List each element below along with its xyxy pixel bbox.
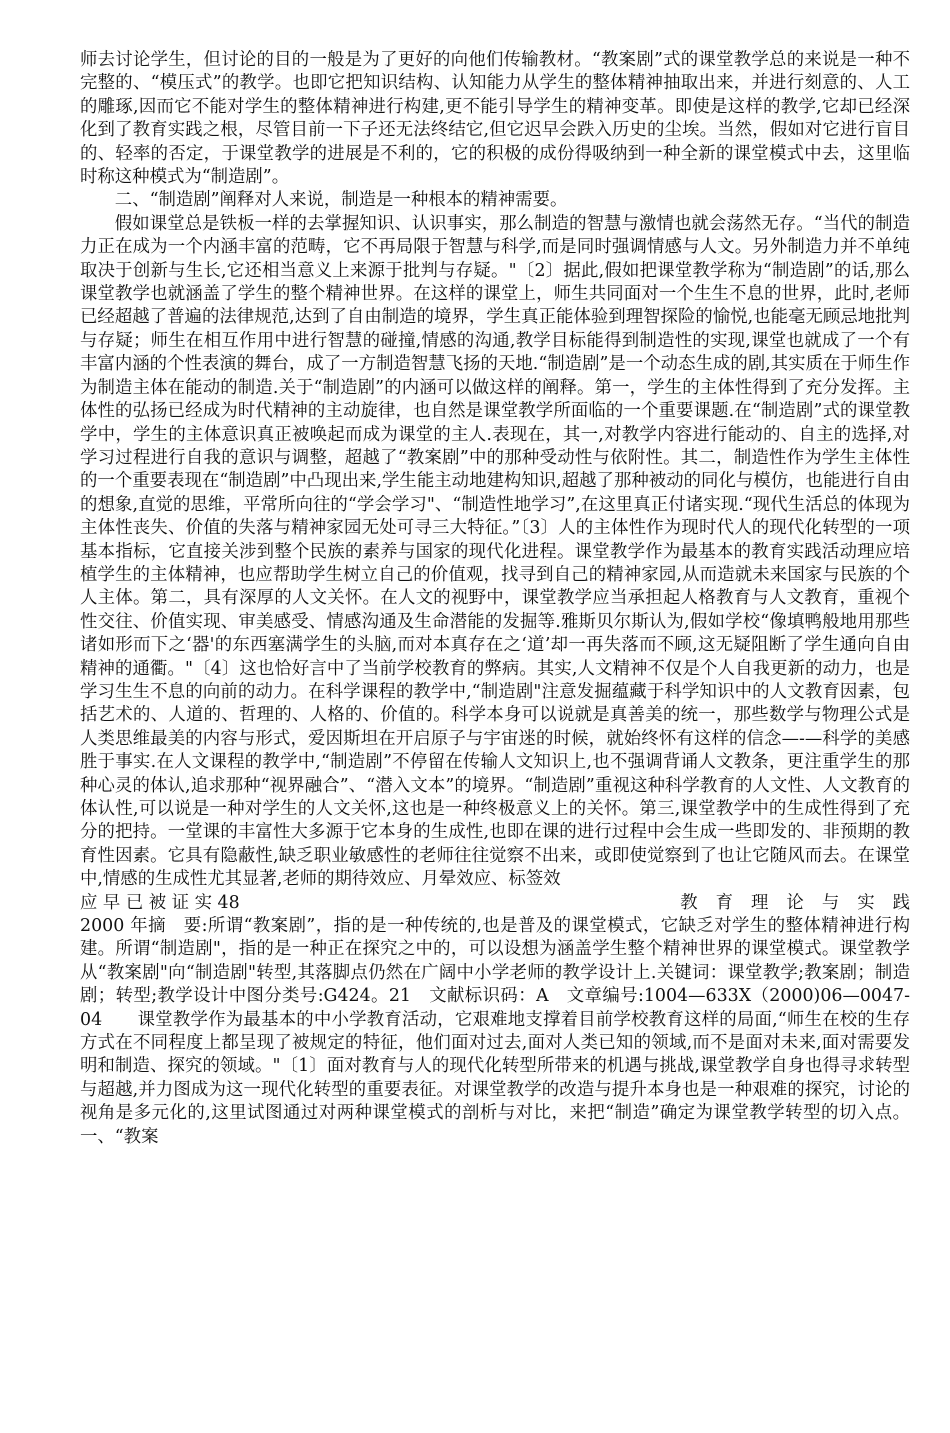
section-heading-2: 二、“制造剧”阐释对人来说，制造是一种根本的精神需要。 xyxy=(114,190,568,211)
page-number-text: 应 早 已 被 证 实 48 xyxy=(80,892,240,913)
page-footer-line xyxy=(80,892,928,915)
paragraph-4: 2000 年摘 要:所谓“教案剧”，指的是一种传统的,也是普及的课堂模式，它缺乏对学生的整体精神进行构建。所谓“制造剧"，指的是一种正在探究之中的，可以设想为涵盖学生整个精神世界的课堂模式。课堂教学从“教案剧"向“制造剧"转型,其落脚点仍然在广阔中小学老师的教学设计上.关键词：课堂教学;教案剧；制造剧；转型;教学设计中图分类号:G424。21 文献标识码：A 文章编号:1004—633X（2000)06—0047-04 课堂教学作为最基本的中小学教育活动，它艰难地支撑着目前学校教育这样的局面,“师生在校的生存方式在不同程度上都呈现了被规定的特征，他们面对过去,面对人类已知的领域,而不是面对未来,面对需要发明和制造、探究的领域。"〔1〕面对教育与人的现代化转型所带来的机遇与挑战,课堂教学自身也得寻求转型与超越,并力图成为这一现代化转型的重要表征。对课堂教学的改造与提升本身也是一种艰难的探究，讨论的视角是多元化的,这里试图通过对两种课堂模式的剖析与对比，来把“制造”确定为课堂教学转型的切入点。一、“教案 xyxy=(80,916,910,1147)
document-page xyxy=(80,49,928,1149)
paragraph-1: 师去讨论学生，但讨论的目的一般是为了更好的向他们传输教材。“教案剧”式的课堂教学总的来说是一种不完整的、“模压式”的教学。也即它把知识结构、认知能力从学生的整体精神抽取出来，并进行刻意的、人工的雕琢,因而它不能对学生的整体精神进行构建,更不能引导学生的精神变革。即使是这样的教学,它却已经深化到了教育实践之根，尽管目前一下子还无法终结它,但它迟早会跌入历史的尘埃。当然，假如对它进行盲目的、轻率的否定，于课堂教学的进展是不利的，它的积极的成份得吸纳到一种全新的课堂模式中去，这里临时称这种模式为“制造剧”。 xyxy=(80,50,910,188)
paragraph-3: 假如课堂总是铁板一样的去掌握知识、认识事实，那么制造的智慧与激情也就会荡然无存。“当代的制造力正在成为一个内涵丰富的范畴，它不再局限于智慧与科学,而是同时强调情感与人文。另外制造力并不单纯取决于创新与生长,它还相当意义上来源于批判与存疑。"〔2〕据此,假如把课堂教学称为“制造剧”的话,那么课堂教学也就涵盖了学生的整个精神世界。在这样的课堂上，师生共同面对一个生生不息的世界，此时,老师已经超越了普遍的法律规范,达到了自由制造的境界，学生真正能体验到理智探险的愉悦,也能毫无顾忌地批判与存疑；师生在相互作用中进行智慧的碰撞,情感的沟通,教学目标能得到制造性的实现,课堂也就成了一个有丰富内涵的个性表演的舞台，成了一方制造智慧飞扬的天地.“制造剧”是一个动态生成的剧,其实质在于师生作为制造主体在能动的制造.关于“制造剧”的内涵可以做这样的阐释。第一，学生的主体性得到了充分发挥。主体性的弘扬已经成为时代精神的主动旋律，也自然是课堂教学所面临的一个重要课题.在“制造剧”式的课堂教学中，学生的主体意识真正被唤起而成为课堂的主人.表现在，其一,对教学内容进行能动的、自主的选择,对学习过程进行自我的意识与调整，超越了“教案剧”中的那种受动性与依附性。其二，制造性作为学生主体性的一个重要表现在“制造剧”中凸现出来,学生能主动地建构知识,超越了那种被动的同化与模仿，也能进行自由的想象,直觉的思维，平常所向往的“学会学习"、“制造性地学习”,在这里真正付诸实现.“现代生活总的体现为主体性丧失、价值的失落与精神家园无处可寻三大特征。”〔3〕人的主体性作为现时代人的现代化转型的一项基本指标，它直接关涉到整个民族的素养与国家的现代化进程。课堂教学作为最基本的教育实践活动理应培植学生的主体精神，也应帮助学生树立自己的价值观，找寻到自己的精神家园,从而造就未来国家与民族的个人主体。第二，具有深厚的人文关怀。在人文的视野中，课堂教学应当承担起人格教育与人文教育，重视个性交往、价值实现、审美感受、情感沟通及生命潜能的发掘等.雅斯贝尔斯认为,假如学校“像填鸭般地用那些诸如形而下之‘器'的东西塞满学生的头脑,而对本真存在之‘道’却一再失落而不顾,这无疑阻断了学生通向自由精神的通衢。"〔4〕这也恰好言中了当前学校教育的弊病。其实,人文精神不仅是个人自我更新的动力，也是学习生生不息的向前的动力。在科学课程的教学中,“制造剧"注意发掘蕴藏于科学知识中的人文教育因素，包括艺术的、人道的、哲理的、人格的、价值的。科学本身可以说就是真善美的统一，那些数学与物理公式是人类思维最美的内容与形式，爱因斯坦在开启原子与宇宙迷的时候，就始终怀有这样的信念—-—科学的美感胜于事实.在人文课程的教学中,“制造剧”不停留在传输人文知识上,也不强调背诵人文教条，更注重学生的那种心灵的体认,追求那种“视界融合”、“潜入文本”的境界。“制造剧”重视这种科学教育的人文性、人文教育的体认性,可以说是一种对学生的人文关怀,这也是一种终极意义上的关怀。第三,课堂教学中的生成性得到了充分的把持。一堂课的丰富性大多源于它本身的生成性,也即在课的进行过程中会生成一些即发的、非预期的教育性因素。它具有隐蔽性,缺乏职业敏感性的老师往往觉察不出来，或即使觉察到了也让它随风而去。在课堂中,情感的生成性尤其显著,老师的期待效应、月晕效应、标签效 xyxy=(80,213,910,890)
journal-name: 教育理论与实践 xyxy=(680,892,928,913)
